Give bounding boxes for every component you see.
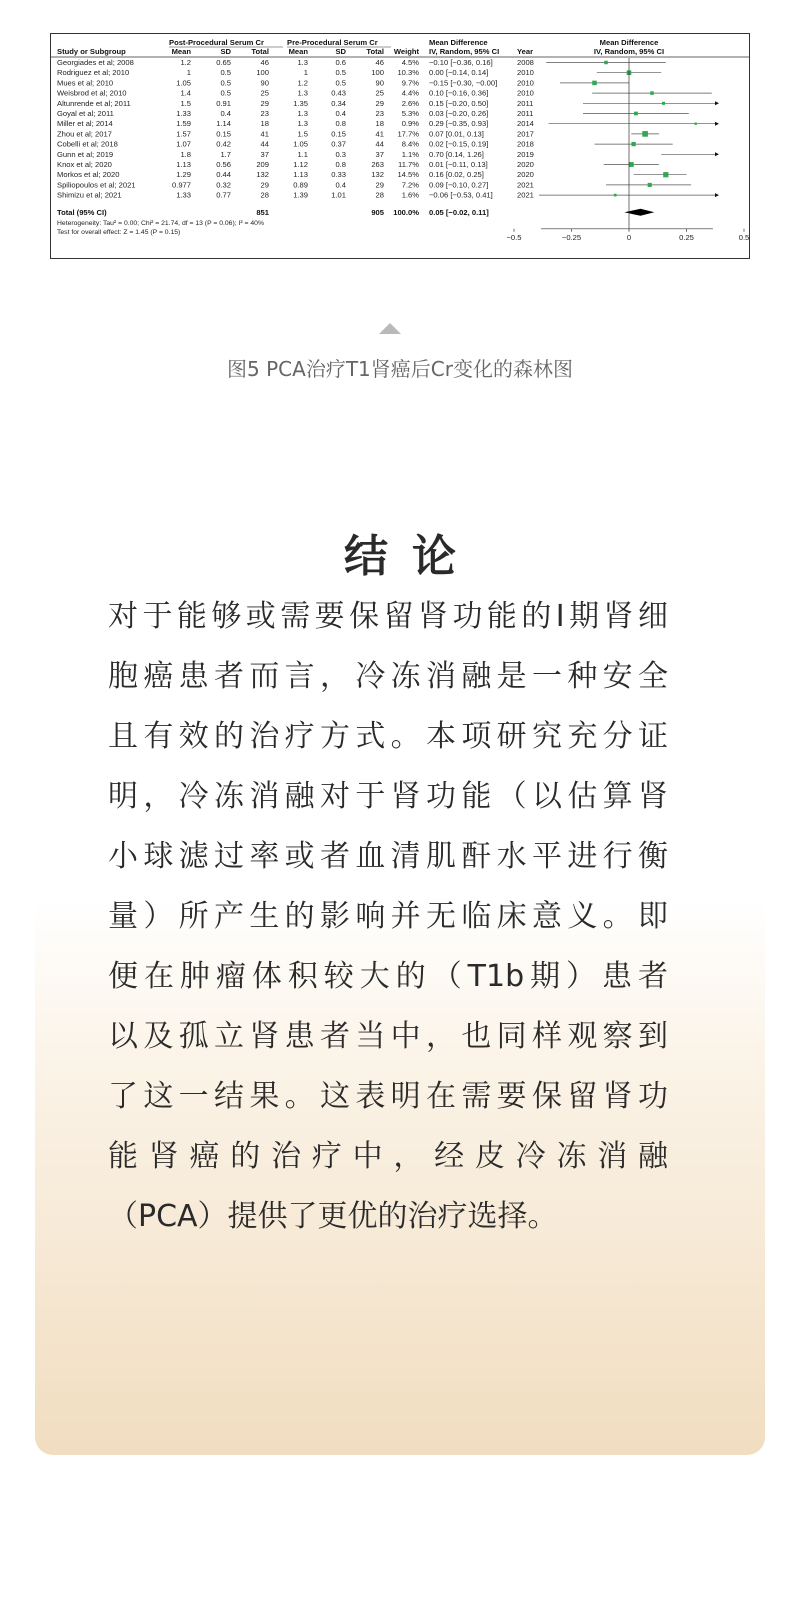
post-mean-cell: 1 (186, 68, 191, 78)
column-header-ci: IV, Random, 95% CI (429, 47, 500, 56)
effect-marker (592, 81, 597, 86)
pre-mean-cell: 0.89 (293, 180, 308, 190)
post-mean-cell: 1.8 (180, 149, 191, 159)
pre-total-cell: 23 (375, 109, 384, 118)
weight-cell: 5.3% (401, 109, 419, 118)
post-sd-cell: 0.5 (220, 68, 231, 78)
post-mean-cell: 1.13 (176, 160, 191, 169)
column-header-total: Total (251, 47, 269, 56)
pre-mean-cell: 1.2 (297, 78, 308, 88)
post-mean-cell: 1.57 (176, 129, 191, 139)
paragraph-line: 了这一结果。这表明在需要保留肾功 (108, 1079, 668, 1114)
pre-mean-cell: 1.35 (293, 98, 308, 108)
effect-marker (663, 172, 668, 177)
x-axis-tick-label: −0.25 (561, 232, 582, 242)
post-total-cell: 23 (260, 109, 269, 118)
year-cell: 2019 (517, 149, 534, 159)
pre-total-cell: 90 (375, 78, 384, 88)
year-cell: 2021 (517, 190, 534, 200)
pre-sd-cell: 0.6 (335, 58, 346, 67)
post-total-cell: 37 (260, 149, 269, 159)
ci-cell: 0.01 [−0.11, 0.13] (429, 160, 488, 169)
year-cell: 2010 (517, 88, 534, 98)
pre-sd-cell: 0.5 (335, 78, 346, 88)
post-sd-cell: 0.56 (216, 160, 231, 169)
pre-mean-cell: 1.05 (293, 139, 308, 149)
year-cell: 2010 (517, 68, 534, 78)
ci-cell: 0.16 [0.02, 0.25] (429, 170, 484, 180)
weight-cell: 8.4% (401, 139, 419, 149)
pre-total-cell: 263 (371, 160, 384, 169)
ci-cell: −0.10 [−0.36, 0.16] (429, 58, 493, 67)
column-header-year: Year (517, 47, 534, 56)
post-sd-cell: 0.5 (220, 88, 231, 98)
x-axis-tick-label: 0 (626, 232, 632, 242)
pre-total-cell: 25 (375, 88, 384, 98)
study-name: Knox et al; 2020 (57, 160, 112, 169)
post-mean-cell: 1.07 (176, 139, 191, 149)
post-mean-cell: 1.33 (176, 190, 191, 200)
post-sd-cell: 0.5 (220, 78, 231, 88)
weight-cell: 14.5% (397, 170, 419, 180)
study-name: Spiliopoulos et al; 2021 (57, 180, 136, 190)
pre-sd-cell: 0.37 (331, 139, 346, 149)
pre-total-sum: 905 (371, 207, 384, 217)
post-total-cell: 46 (260, 58, 269, 67)
column-header-weight: Weight (393, 47, 419, 56)
post-total-sum: 851 (256, 207, 269, 217)
post-total-cell: 25 (260, 88, 269, 98)
post-sd-cell: 0.77 (216, 190, 231, 200)
figure-caption: 图5 PCA治疗T1肾癌后Cr变化的森林图 (227, 357, 573, 381)
ci-cell: 0.10 [−0.16, 0.36] (429, 88, 489, 98)
post-sd-cell: 1.14 (216, 119, 231, 129)
x-axis-tick-label: −0.5 (506, 232, 522, 242)
section-heading: 结论 (344, 531, 480, 582)
pre-sd-cell: 0.34 (331, 98, 346, 108)
effect-marker (650, 91, 653, 94)
post-mean-cell: 1.2 (180, 58, 191, 67)
pre-sd-cell: 0.33 (331, 170, 346, 180)
x-axis-tick-label: 0.25 (679, 232, 694, 242)
pre-sd-cell: 0.4 (335, 109, 346, 118)
year-cell: 2021 (517, 180, 534, 190)
ci-arrow-icon (715, 193, 719, 197)
pre-sd-cell: 1.01 (331, 190, 346, 200)
x-axis-tick-label: 0.5 (738, 232, 749, 242)
post-sd-cell: 1.7 (220, 149, 231, 159)
weight-cell: 4.5% (401, 58, 419, 67)
pre-total-cell: 28 (375, 190, 384, 200)
paragraph-line: 能肾癌的治疗中，经皮冷冻消融 (108, 1139, 668, 1174)
post-sd-cell: 0.91 (216, 98, 231, 108)
paragraph-line: 对于能够或需要保留肾功能的I期肾细 (108, 599, 668, 634)
effect-marker (631, 142, 635, 146)
study-name: Morkos et al; 2020 (57, 170, 120, 180)
year-cell: 2011 (517, 109, 534, 118)
year-cell: 2010 (517, 78, 534, 88)
overall-effect-text: Test for overall effect: Z = 1.45 (P = 0.15) (57, 228, 181, 236)
pre-mean-cell: 1.5 (297, 129, 308, 139)
ci-cell: 0.09 [−0.10, 0.27] (429, 180, 489, 190)
weight-cell: 17.7% (397, 129, 419, 139)
weight-cell: 11.7% (398, 160, 419, 169)
paragraph-line: 小球滤过率或者血清肌酐水平进行衡 (108, 839, 668, 874)
column-header-total: Total (366, 47, 384, 56)
year-cell: 2020 (517, 170, 534, 180)
study-name: Altunrende et al; 2011 (57, 98, 131, 108)
paragraph-line: 以及孤立肾患者当中，也同样观察到 (108, 1019, 668, 1054)
paragraph-line: 便在肿瘤体积较大的（T1b期）患者 (108, 959, 668, 994)
ci-arrow-icon (715, 101, 719, 105)
effect-marker (629, 162, 634, 167)
effect-marker (662, 102, 665, 105)
post-mean-cell: 1.29 (176, 170, 191, 180)
post-sd-cell: 0.32 (216, 180, 231, 190)
heterogeneity-text: Heterogeneity: Tau² = 0.00; Chi² = 21.74, df = 13 (P = 0.06); I² = 40% (57, 219, 264, 227)
column-header-sd: SD (220, 47, 231, 56)
post-mean-cell: 1.4 (180, 88, 191, 98)
pre-sd-cell: 0.4 (335, 180, 346, 190)
post-sd-cell: 0.44 (216, 170, 231, 180)
post-sd-cell: 0.15 (216, 129, 231, 139)
post-mean-cell: 1.05 (176, 78, 191, 88)
total-ci: 0.05 [−0.02, 0.11] (429, 207, 489, 217)
pre-total-cell: 37 (375, 149, 384, 159)
ci-cell: 0.70 [0.14, 1.26] (429, 149, 484, 159)
caret-up-icon (379, 323, 401, 334)
study-name: Cobelli et al; 2018 (57, 139, 118, 149)
post-mean-cell: 1.59 (176, 119, 191, 129)
ci-cell: 0.29 [−0.35, 0.93] (429, 119, 489, 129)
ci-arrow-icon (715, 122, 719, 126)
paragraph-line: 胞癌患者而言，冷冻消融是一种安全 (108, 659, 668, 694)
pre-mean-cell: 1.12 (293, 160, 308, 169)
column-header-mean: Mean (171, 47, 191, 56)
post-total-cell: 209 (256, 160, 269, 169)
pre-sd-cell: 0.43 (331, 88, 346, 98)
pre-mean-cell: 1.1 (297, 149, 308, 159)
weight-cell: 2.6% (401, 98, 419, 108)
post-sd-cell: 0.4 (220, 109, 231, 118)
ci-cell: 0.07 [0.01, 0.13] (429, 129, 484, 139)
study-name: Zhou et al; 2017 (57, 129, 112, 139)
pre-mean-cell: 1.3 (297, 58, 308, 67)
pre-mean-cell: 1.39 (293, 190, 308, 200)
pre-mean-cell: 1.3 (297, 88, 308, 98)
pre-mean-cell: 1 (303, 68, 308, 78)
column-header-sd: SD (335, 47, 346, 56)
effect-marker (695, 123, 697, 125)
weight-cell: 1.1% (401, 149, 419, 159)
pre-total-cell: 41 (375, 129, 384, 139)
post-total-cell: 41 (260, 129, 269, 139)
study-name: Shimizu et al; 2021 (57, 190, 122, 200)
post-sd-cell: 0.65 (216, 58, 231, 67)
effect-marker (642, 131, 648, 137)
study-name: Georgiades et al; 2008 (57, 58, 134, 67)
pre-total-cell: 18 (375, 119, 384, 129)
plot-header-ci: IV, Random, 95% CI (593, 47, 665, 56)
study-name: Rodriguez et al; 2010 (57, 68, 130, 78)
year-cell: 2018 (517, 139, 534, 149)
effect-marker (648, 183, 652, 187)
weight-cell: 9.7% (401, 78, 419, 88)
pre-total-cell: 132 (371, 170, 384, 180)
column-header-study: Study or Subgroup (57, 47, 126, 56)
pre-total-cell: 29 (375, 98, 384, 108)
post-mean-cell: 1.5 (180, 98, 191, 108)
mean-difference-plot-header: Mean Difference (599, 38, 659, 47)
ci-cell: 0.03 [−0.20, 0.26] (429, 109, 489, 118)
paragraph-line: （PCA）提供了更优的治疗选择。 (108, 1199, 558, 1234)
pre-total-cell: 100 (371, 68, 384, 78)
post-total-cell: 29 (260, 180, 269, 190)
pre-procedural-group-header: Pre-Procedural Serum Cr (287, 38, 378, 47)
post-mean-cell: 0.977 (171, 180, 191, 190)
paragraph-line: 量）所产生的影响并无临床意义。即 (108, 899, 668, 934)
column-header-mean: Mean (288, 47, 308, 56)
ci-cell: 0.00 [−0.14, 0.14] (429, 68, 489, 78)
forest-plot-svg (51, 34, 749, 258)
weight-cell: 0.9% (401, 119, 419, 129)
pre-sd-cell: 0.3 (335, 149, 346, 159)
pre-mean-cell: 1.13 (293, 170, 308, 180)
pre-sd-cell: 0.8 (335, 160, 346, 169)
effect-marker (634, 112, 638, 116)
study-name: Gunn et al; 2019 (57, 149, 114, 159)
ci-cell: 0.15 [−0.20, 0.50] (429, 98, 489, 108)
study-name: Mues et al; 2010 (57, 78, 114, 88)
year-cell: 2020 (517, 160, 534, 169)
weight-cell: 1.6% (401, 190, 419, 200)
post-total-cell: 44 (260, 139, 269, 149)
year-cell: 2011 (517, 98, 534, 108)
total-label: Total (95% CI) (57, 207, 107, 217)
pre-mean-cell: 1.3 (297, 109, 308, 118)
year-cell: 2017 (517, 129, 534, 139)
ci-arrow-icon (715, 152, 719, 156)
post-mean-cell: 1.33 (176, 109, 191, 118)
paragraph-line: 明，冷冻消融对于肾功能（以估算肾 (108, 779, 668, 814)
year-cell: 2014 (517, 119, 534, 129)
post-procedural-group-header: Post-Procedural Serum Cr (169, 38, 264, 47)
weight-cell: 4.4% (401, 88, 419, 98)
effect-marker (604, 61, 608, 65)
post-total-cell: 18 (260, 119, 269, 129)
mean-difference-header: Mean Difference (429, 38, 488, 47)
post-total-cell: 100 (256, 68, 269, 78)
paragraph-line: 且有效的治疗方式。本项研究充分证 (108, 719, 668, 754)
pre-sd-cell: 0.5 (335, 68, 346, 78)
total-weight: 100.0% (393, 207, 419, 217)
study-name: Miller et al; 2014 (57, 119, 113, 129)
pre-sd-cell: 0.15 (331, 129, 346, 139)
study-name: Weisbrod et al; 2010 (57, 88, 127, 98)
ci-cell: 0.02 [−0.15, 0.19] (429, 139, 489, 149)
pre-total-cell: 29 (375, 180, 384, 190)
weight-cell: 7.2% (401, 180, 419, 190)
post-total-cell: 90 (260, 78, 269, 88)
post-sd-cell: 0.42 (216, 139, 231, 149)
pre-sd-cell: 0.8 (335, 119, 346, 129)
post-total-cell: 28 (260, 190, 269, 200)
effect-marker (614, 194, 617, 197)
post-total-cell: 29 (260, 98, 269, 108)
post-total-cell: 132 (256, 170, 269, 180)
ci-cell: −0.15 [−0.30, −0.00] (429, 78, 498, 88)
pre-mean-cell: 1.3 (297, 119, 308, 129)
ci-cell: −0.06 [−0.53, 0.41] (429, 190, 493, 200)
study-name: Goyal et al; 2011 (57, 109, 114, 118)
pre-total-cell: 46 (375, 58, 384, 67)
weight-cell: 10.3% (397, 68, 419, 78)
year-cell: 2008 (517, 58, 534, 67)
forest-plot-figure (50, 33, 750, 259)
pre-total-cell: 44 (375, 139, 384, 149)
